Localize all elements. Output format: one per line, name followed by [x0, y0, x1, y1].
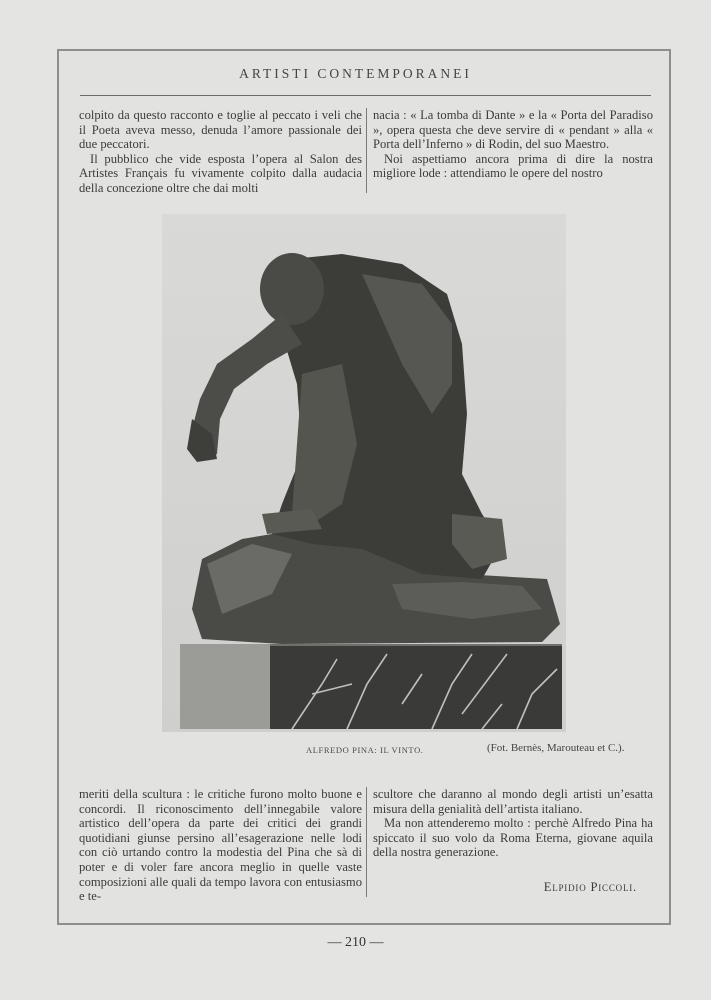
paragraph: Noi aspettiamo ancora prima di dire la nostra migliore lode : attendiamo le opere del nostro	[373, 151, 653, 181]
paragraph: scultore che daranno al mondo degli artisti un’esatta misura della genialità dell’artista italiano.	[373, 787, 653, 816]
bottom-right-column	[373, 787, 653, 860]
running-title: ARTISTI CONTEMPORANEI	[239, 66, 472, 81]
header-rule	[80, 95, 651, 96]
sculpture-image	[162, 214, 566, 732]
page-number: — 210 —	[327, 935, 384, 950]
column-divider-top	[366, 108, 367, 193]
bottom-left-column	[79, 787, 362, 904]
paragraph: Ma non attenderemo molto : perchè Alfredo Pina ha spiccato il suo volo da Roma Eterna, giovane aquila della nostra generazione.	[373, 816, 653, 860]
paragraph: nacia : « La tomba di Dante » e la « Porta del Paradiso », opera questa che deve servire di « pendant » alla « Porta dell’Inferno » di Rodin, del suo Maestro.	[373, 108, 653, 152]
sculpture-photograph	[162, 214, 566, 732]
figure-caption: ALFREDO PINA: IL VINTO.	[306, 745, 424, 755]
top-left-column	[79, 108, 362, 196]
paragraph: Il pubblico che vide esposta l’opera al Salon des Artistes Français fu vivamente colpito dalla audacia della concezione oltre che dai molti	[79, 151, 362, 195]
author-signature: Elpidio Piccoli.	[543, 880, 637, 894]
column-divider-bottom	[366, 787, 367, 897]
top-right-column	[373, 108, 653, 181]
photo-credit: (Fot. Bernès, Marouteau et C.).	[487, 742, 625, 754]
paragraph: colpito da questo racconto e toglie al peccato i veli che il Poeta aveva messo, denuda l’amore passionale dei due peccatori.	[79, 108, 362, 152]
paragraph: meriti della scultura : le critiche furono molto buone e concordi. Il riconoscimento dell’innegabile valore artistico dell’opera da parte dei critici dei grandi quotidiani giunse persino all’esagerazione nelle lodi con ciò urtando contro la modestia del Pina che sà di poter e di voler fare ancora meglio in quelle vaste composizioni alle quali da tempo lavora con entusiasmo e te-	[79, 787, 362, 904]
